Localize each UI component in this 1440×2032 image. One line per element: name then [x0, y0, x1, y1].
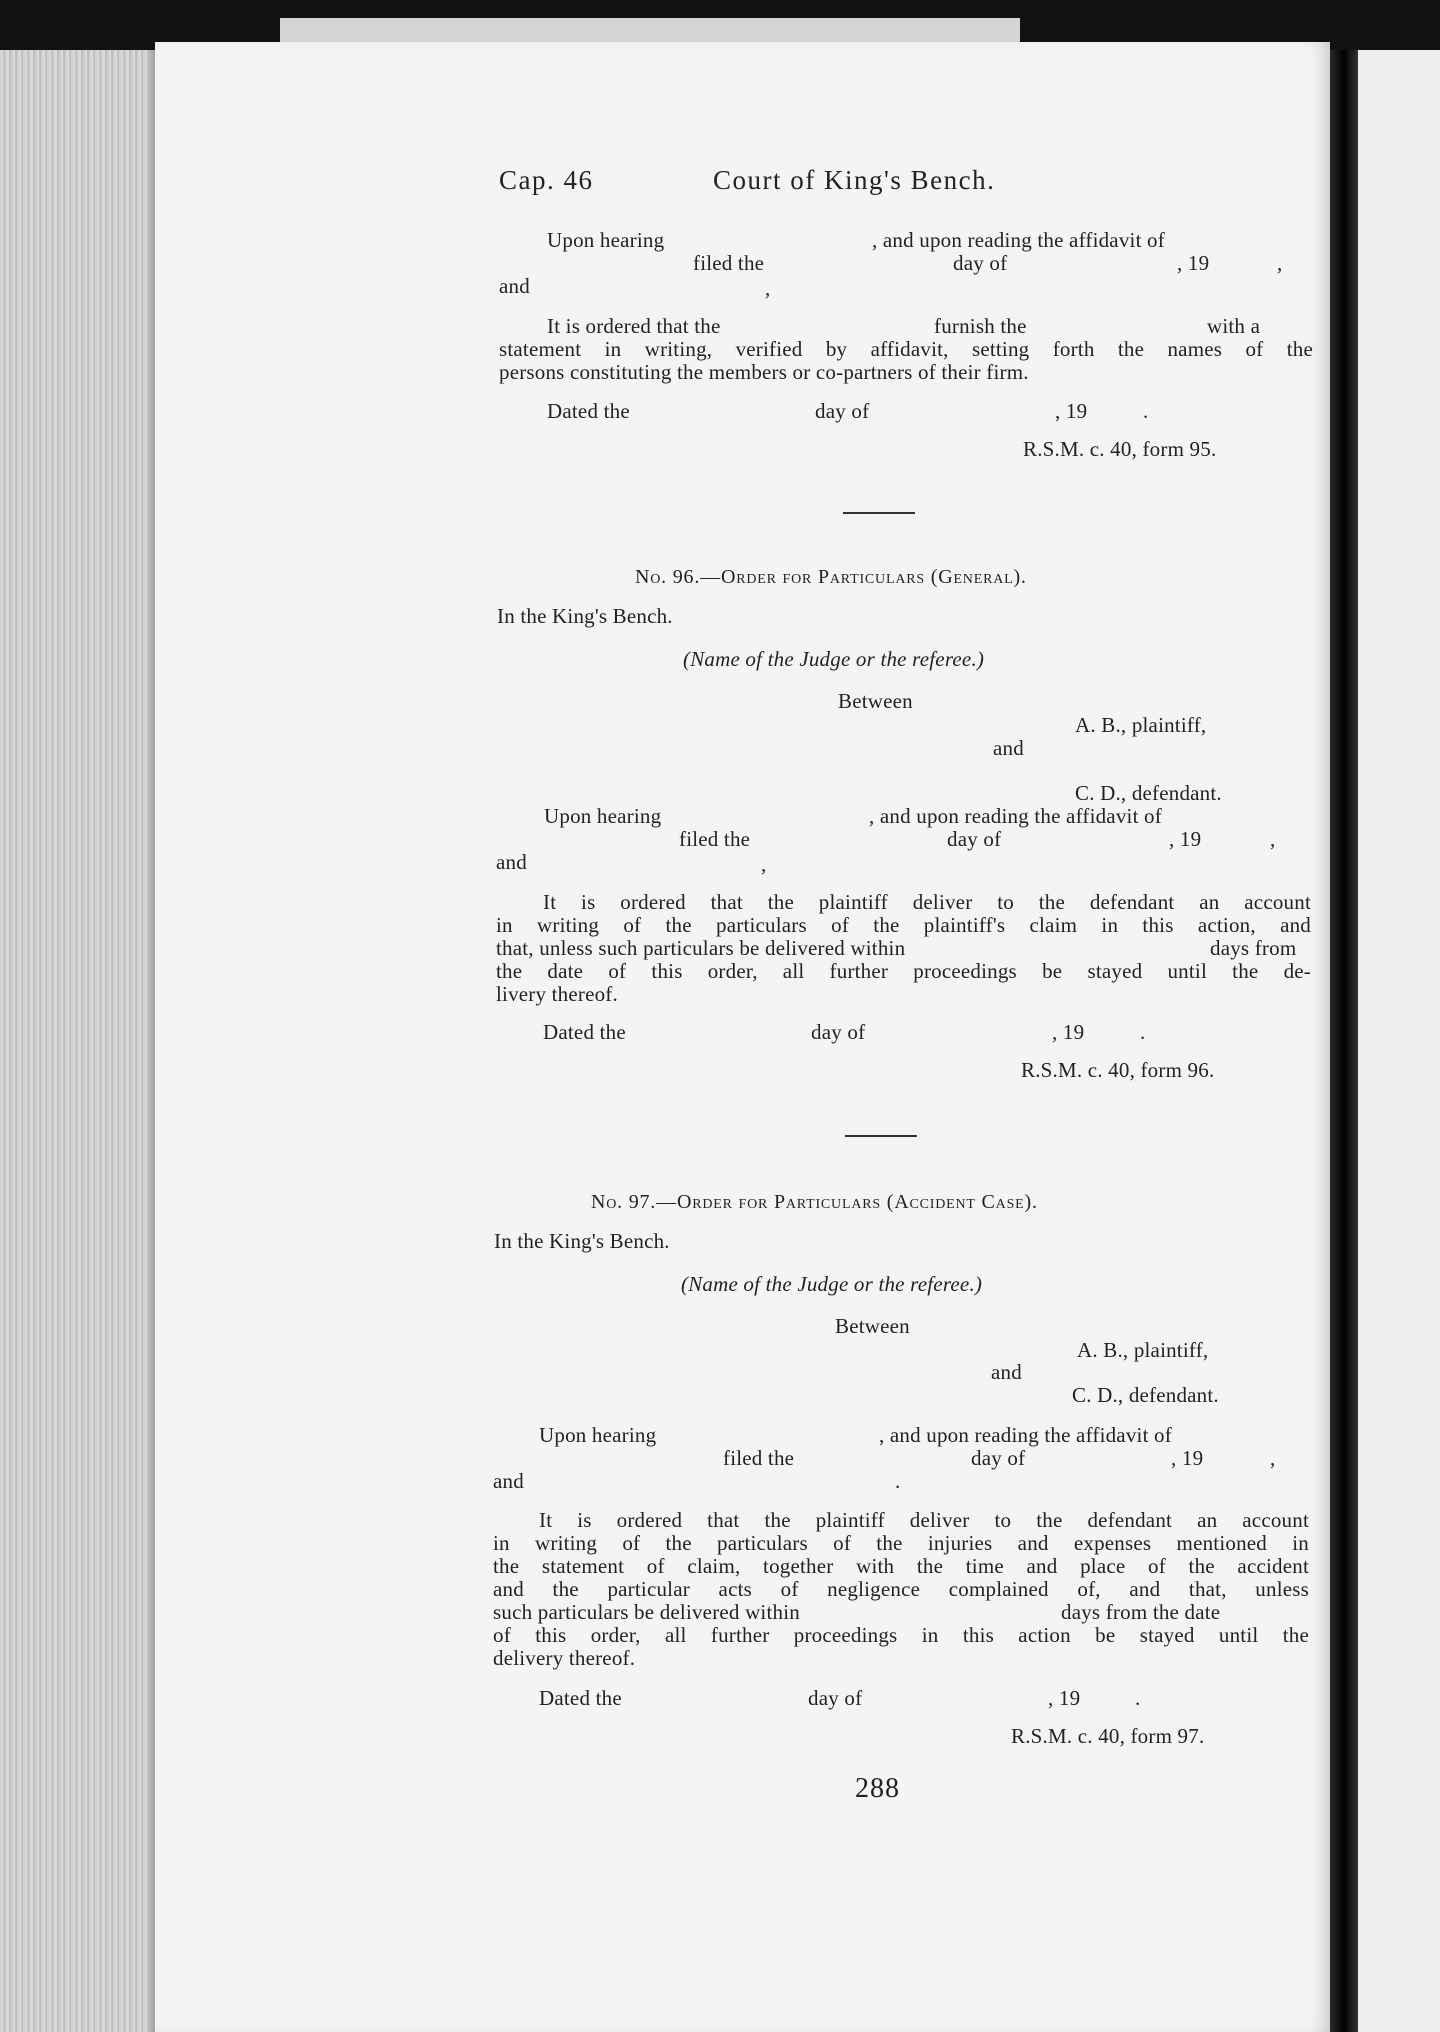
f97-period-1: . [895, 1469, 901, 1493]
f97-citation: R.S.M. c. 40, form 97. [1011, 1724, 1205, 1748]
f95-dated-the: Dated the [547, 399, 630, 423]
f96-and-parties: and [993, 736, 1024, 760]
f97-and-upon-reading: , and upon reading the affidavit of [879, 1423, 1172, 1447]
facing-page [1358, 50, 1440, 2032]
f95-citation: R.S.M. c. 40, form 95. [1023, 437, 1217, 461]
f95-year: , 19 [1177, 251, 1210, 275]
book-page [155, 42, 1330, 2032]
f97-order-line1: It is ordered that the plaintiff deliver to the defendant an account [539, 1508, 1309, 1532]
f96-upon-hearing: Upon hearing [544, 804, 662, 828]
f97-filed-the: filed the [723, 1446, 795, 1470]
f97-year-end: , 19 [1048, 1686, 1081, 1710]
f97-comma: , [1270, 1446, 1276, 1470]
f95-period: . [1143, 399, 1149, 423]
f95-order-line1b: furnish the [934, 314, 1027, 338]
f95-upon-hearing: Upon hearing [547, 228, 665, 252]
f96-dated-the: Dated the [543, 1020, 626, 1044]
f96-defendant: C. D., defendant. [1075, 781, 1222, 805]
f97-order-line5a: such particulars be delivered within [493, 1600, 800, 1624]
section-rule-2 [845, 1135, 917, 1137]
court-header: Court of King's Bench. [713, 165, 996, 195]
f96-day-of-2: day of [811, 1020, 866, 1044]
f97-order-line2: in writing of the particulars of the injuries and expenses mentioned in [493, 1531, 1309, 1555]
f95-comma-2: , [765, 276, 771, 300]
f95-day-of: day of [953, 251, 1008, 275]
f97-day-of: day of [971, 1446, 1026, 1470]
f95-order-line1c: with a [1207, 314, 1261, 338]
f96-period: . [1140, 1020, 1146, 1044]
f97-court: In the King's Bench. [494, 1229, 670, 1253]
f96-title: No. 96.—Order for Particulars (General). [635, 566, 1027, 588]
f97-defendant: C. D., defendant. [1072, 1383, 1219, 1407]
f96-between: Between [838, 689, 913, 713]
f96-citation: R.S.M. c. 40, form 96. [1021, 1058, 1215, 1082]
f95-order-line2: statement in writing, verified by affidavit, setting forth the names of the [499, 337, 1313, 361]
f95-year-end: , 19 [1055, 399, 1088, 423]
f97-year: , 19 [1171, 1446, 1204, 1470]
f96-comma-2: , [761, 852, 767, 876]
f96-order-line2: in writing of the particulars of the plaintiff's claim in this action, and [496, 913, 1311, 937]
f97-period: . [1135, 1686, 1141, 1710]
f97-dated-the: Dated the [539, 1686, 622, 1710]
f96-order-line4: the date of this order, all further proceedings be stayed until the de- [496, 959, 1311, 983]
f95-order-line3: persons constituting the members or co-partners of their firm. [499, 360, 1029, 384]
f95-order-line1a: It is ordered that the [547, 314, 721, 338]
f97-and-parties: and [991, 1360, 1022, 1384]
f95-and: and [499, 274, 530, 298]
f97-plaintiff: A. B., plaintiff, [1077, 1338, 1209, 1362]
f97-order-line3: the statement of claim, together with the time and place of the accident [493, 1554, 1309, 1578]
f97-order-line6: of this order, all further proceedings in this action be stayed until the [493, 1623, 1309, 1647]
book-page-edges [0, 50, 160, 2032]
f96-filed-the: filed the [679, 827, 751, 851]
f96-and-upon-reading: , and upon reading the affidavit of [869, 804, 1162, 828]
f97-between: Between [835, 1314, 910, 1338]
f97-judge: (Name of the Judge or the referee.) [681, 1272, 983, 1296]
f95-day-of-2: day of [815, 399, 870, 423]
f96-order-line5: livery thereof. [496, 982, 618, 1006]
f97-and: and [493, 1469, 524, 1493]
f96-plaintiff: A. B., plaintiff, [1075, 713, 1207, 737]
f95-filed-the: filed the [693, 251, 765, 275]
f96-order-line1: It is ordered that the plaintiff deliver to the defendant an account [543, 890, 1311, 914]
f96-order-line3a: that, unless such particulars be delivered within [496, 936, 906, 960]
f96-year-end: , 19 [1052, 1020, 1085, 1044]
f97-upon-hearing: Upon hearing [539, 1423, 657, 1447]
chapter-header: Cap. 46 [499, 165, 594, 195]
f97-day-of-2: day of [808, 1686, 863, 1710]
f97-title: No. 97.—Order for Particulars (Accident Case). [591, 1191, 1038, 1213]
f96-year: , 19 [1169, 827, 1202, 851]
f96-order-line3b: days from [1210, 936, 1297, 960]
page-number: 288 [855, 1773, 900, 1804]
f96-comma: , [1270, 827, 1276, 851]
f97-order-line4: and the particular acts of negligence complained of, and that, unless [493, 1577, 1309, 1601]
f96-and: and [496, 850, 527, 874]
f96-day-of: day of [947, 827, 1002, 851]
page-content [155, 42, 1330, 2032]
f96-court: In the King's Bench. [497, 604, 673, 628]
section-rule-1 [843, 512, 915, 514]
f95-and-upon-reading: , and upon reading the affidavit of [872, 228, 1165, 252]
f96-judge: (Name of the Judge or the referee.) [683, 647, 985, 671]
f97-order-line5b: days from the date [1061, 1600, 1221, 1624]
book-gutter [1330, 50, 1358, 2032]
f97-order-line7: delivery thereof. [493, 1646, 636, 1670]
f95-comma: , [1277, 251, 1283, 275]
